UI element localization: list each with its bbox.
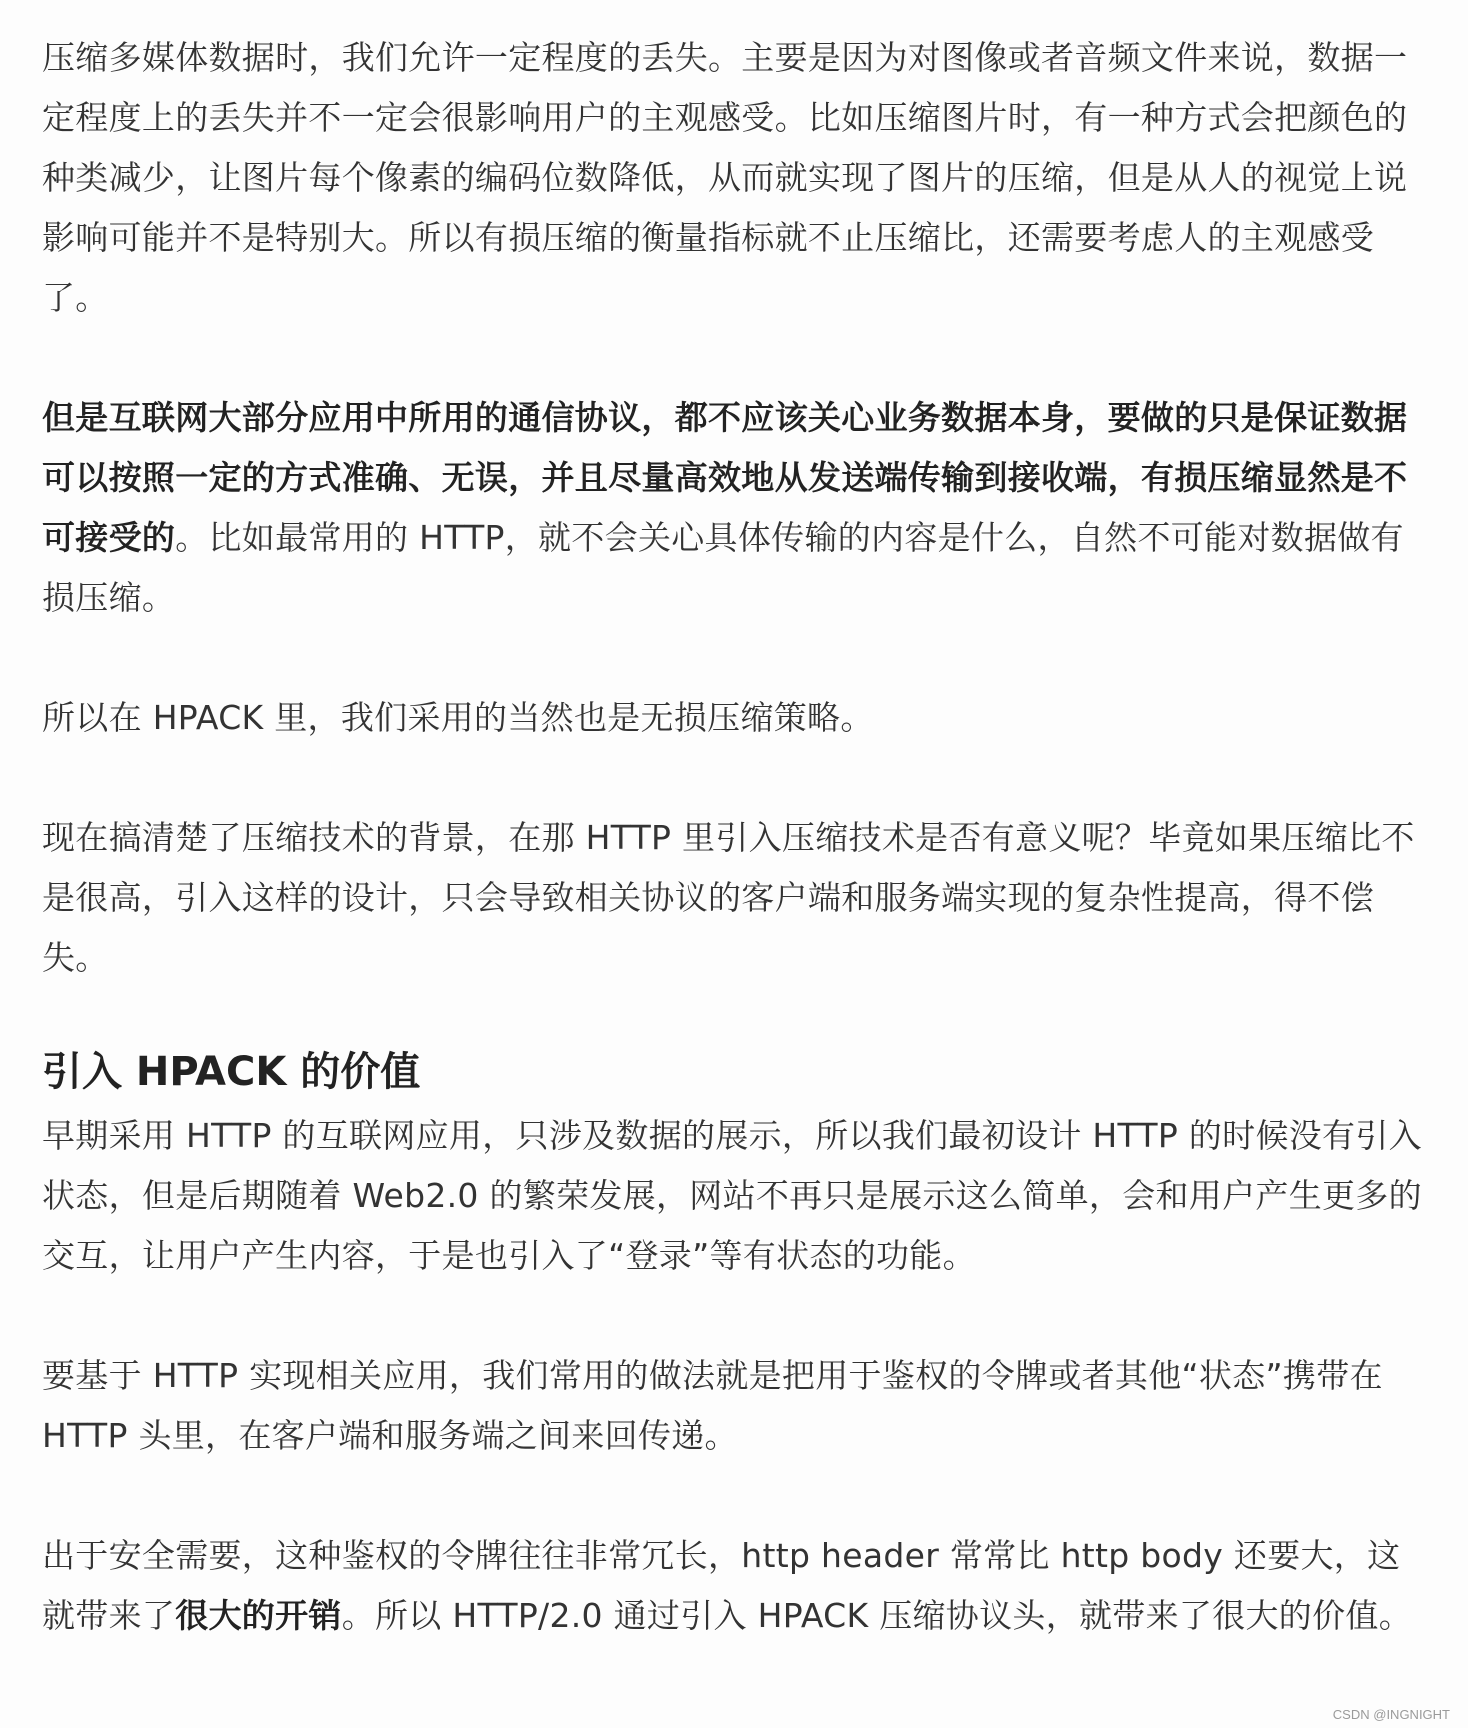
- paragraph-token-headers: 要基于 HTTP 实现相关应用，我们常用的做法就是把用于鉴权的令牌或者其他“状态”携带在 HTTP 头里，在客户端和服务端之间来回传递。: [42, 1356, 1383, 1455]
- paragraph-protocol-lossless: [42, 388, 1432, 628]
- bold-emphasis: 很大的开销: [175, 1596, 342, 1635]
- paragraph-compression-meaning: 现在搞清楚了压缩技术的背景，在那 HTTP 里引入压缩技术是否有意义呢？毕竟如果压缩比不是很高，引入这样的设计，只会导致相关协议的客户端和服务端实现的复杂性提高，得不偿失。: [42, 818, 1415, 977]
- article-body: [42, 28, 1432, 1706]
- paragraph-text: 出于安全需要，这种鉴权的令牌往往非常冗长，http header 常常比 http body 还要大，这就带来了: [42, 1536, 1401, 1635]
- paragraph-text: 。比如最常用的 HTTP，就不会关心具体传输的内容是什么，自然不可能对数据做有损压缩。: [42, 518, 1404, 617]
- paragraph-hpack-lossless: 所以在 HPACK 里，我们采用的当然也是无损压缩策略。: [42, 698, 874, 737]
- paragraph-lossy-compression: 压缩多媒体数据时，我们允许一定程度的丢失。主要是因为对图像或者音频文件来说，数据一定程度上的丢失并不一定会很影响用户的主观感受。比如压缩图片时，有一种方式会把颜色的种类减少，让图片每个像素的编码位数降低，从而就实现了图片的压缩，但是从人的视觉上说影响可能并不是特别大。所以有损压缩的衡量指标就不止压缩比，还需要考虑人的主观感受了。: [42, 38, 1408, 317]
- csdn-watermark: CSDN @INGNIGHT: [1332, 1707, 1450, 1722]
- paragraph-text: 。所以 HTTP/2.0 通过引入 HPACK 压缩协议头，就带来了很大的价值。: [341, 1596, 1412, 1635]
- paragraph-hpack-value: [42, 1526, 1432, 1646]
- section-heading: 引入 HPACK 的价值: [42, 1049, 421, 1095]
- bold-emphasis: 但是互联网大部分应用中所用的通信协议，都不应该关心业务数据本身，要做的只是保证数据可以按照一定的方式准确、无误，并且尽量高效地从发送端传输到接收端，有损压缩显然是不可接受的: [42, 398, 1408, 557]
- paragraph-http-state: 早期采用 HTTP 的互联网应用，只涉及数据的展示，所以我们最初设计 HTTP 的时候没有引入状态，但是后期随着 Web2.0 的繁荣发展，网站不再只是展示这么简单，会和用户产生更多的交互，让用户产生内容，于是也引入了“登录”等有状态的功能。: [42, 1116, 1422, 1275]
